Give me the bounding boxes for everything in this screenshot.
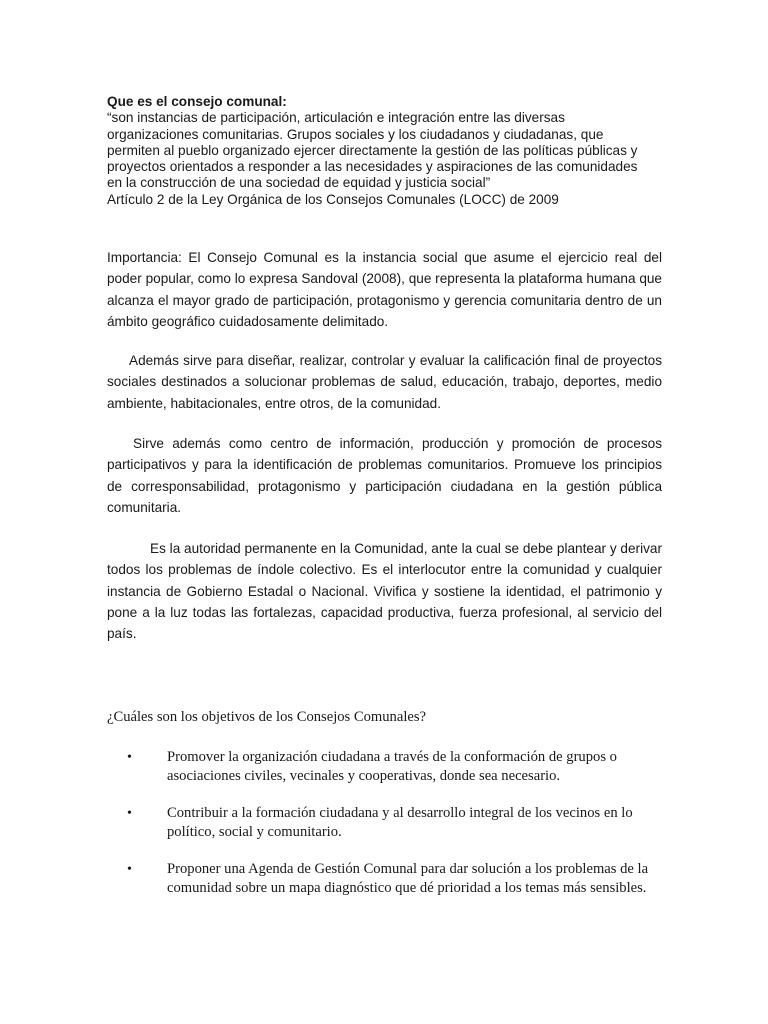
paragraph-ademas: Además sirve para diseñar, realizar, controlar y evaluar la calificación final de proyectos sociales destinados a solucionar problemas de salud, educación, trabajo, deportes, medio ambiente, habitacionales, entre otros, de la comunidad.	[107, 353, 662, 411]
source-citation: Artículo 2 de la Ley Orgánica de los Consejos Comunales (LOCC) de 2009	[107, 191, 559, 207]
paragraph-importancia: Importancia: El Consejo Comunal es la instancia social que asume el ejercicio real del poder popular, como lo expresa Sandoval (2008), que representa la plataforma humana que alcanza el mayor grado de participación, protagonismo y gerencia comunitaria dentro de un ámbito geográfico cuidadosamente delimitado.	[107, 250, 662, 329]
objectives-heading: ¿Cuáles son los objetivos de los Consejos Comunales?	[107, 709, 427, 725]
definition-line: proyectos orientados a responder a las necesidades y aspiraciones de las comunidades	[107, 159, 638, 175]
bullet-icon: •	[127, 806, 132, 821]
bullet-icon: •	[127, 862, 132, 877]
paragraph-sirve: Sirve además como centro de información, producción y promoción de procesos participativos y para la identificación de problemas comunitarios. Promueve los principios de corresponsabilidad, protagonismo y participación ciudadana en la gestión pública comunitaria.	[107, 436, 662, 515]
bullet-icon: •	[127, 750, 132, 765]
paragraph-autoridad: Es la autoridad permanente en la Comunidad, ante la cual se debe plantear y derivar todos los problemas de índole colectivo. Es el interlocutor entre la comunidad y cualquier instancia de Gobierno Estadal o Nacional. Vivifica y sostiene la identidad, el patrimonio y pone a la luz todas las fortalezas, capacidad productiva, fuerza profesional, al servicio del país.	[107, 541, 662, 642]
objectives-list	[107, 748, 662, 916]
definition-block	[107, 94, 662, 208]
list-item-text: Promover la organización ciudadana a través de la conformación de grupos o asociaciones civiles, vecinales y cooperativas, donde sea necesario.	[167, 749, 617, 784]
section-title: Que es el consejo comunal:	[107, 94, 287, 109]
definition-line: “son instancias de participación, articulación e integración entre las diversas	[107, 110, 565, 126]
definition-line: organizaciones comunitarias. Grupos sociales y los ciudadanos y ciudadanas, que	[107, 126, 604, 142]
list-item	[107, 804, 662, 842]
definition-line: permiten al pueblo organizado ejercer directamente la gestión de las políticas públicas y	[107, 142, 638, 158]
list-item-text: Proponer una Agenda de Gestión Comunal para dar solución a los problemas de la comunidad sobre un mapa diagnóstico que dé prioridad a los temas más sensibles.	[167, 861, 649, 896]
definition-line: en la construcción de una sociedad de equidad y justicia social”	[107, 175, 491, 191]
list-item-text: Contribuir a la formación ciudadana y al desarrollo integral de los vecinos en lo político, social y comunitario.	[167, 805, 633, 840]
list-item	[107, 748, 662, 786]
list-item	[107, 860, 662, 898]
